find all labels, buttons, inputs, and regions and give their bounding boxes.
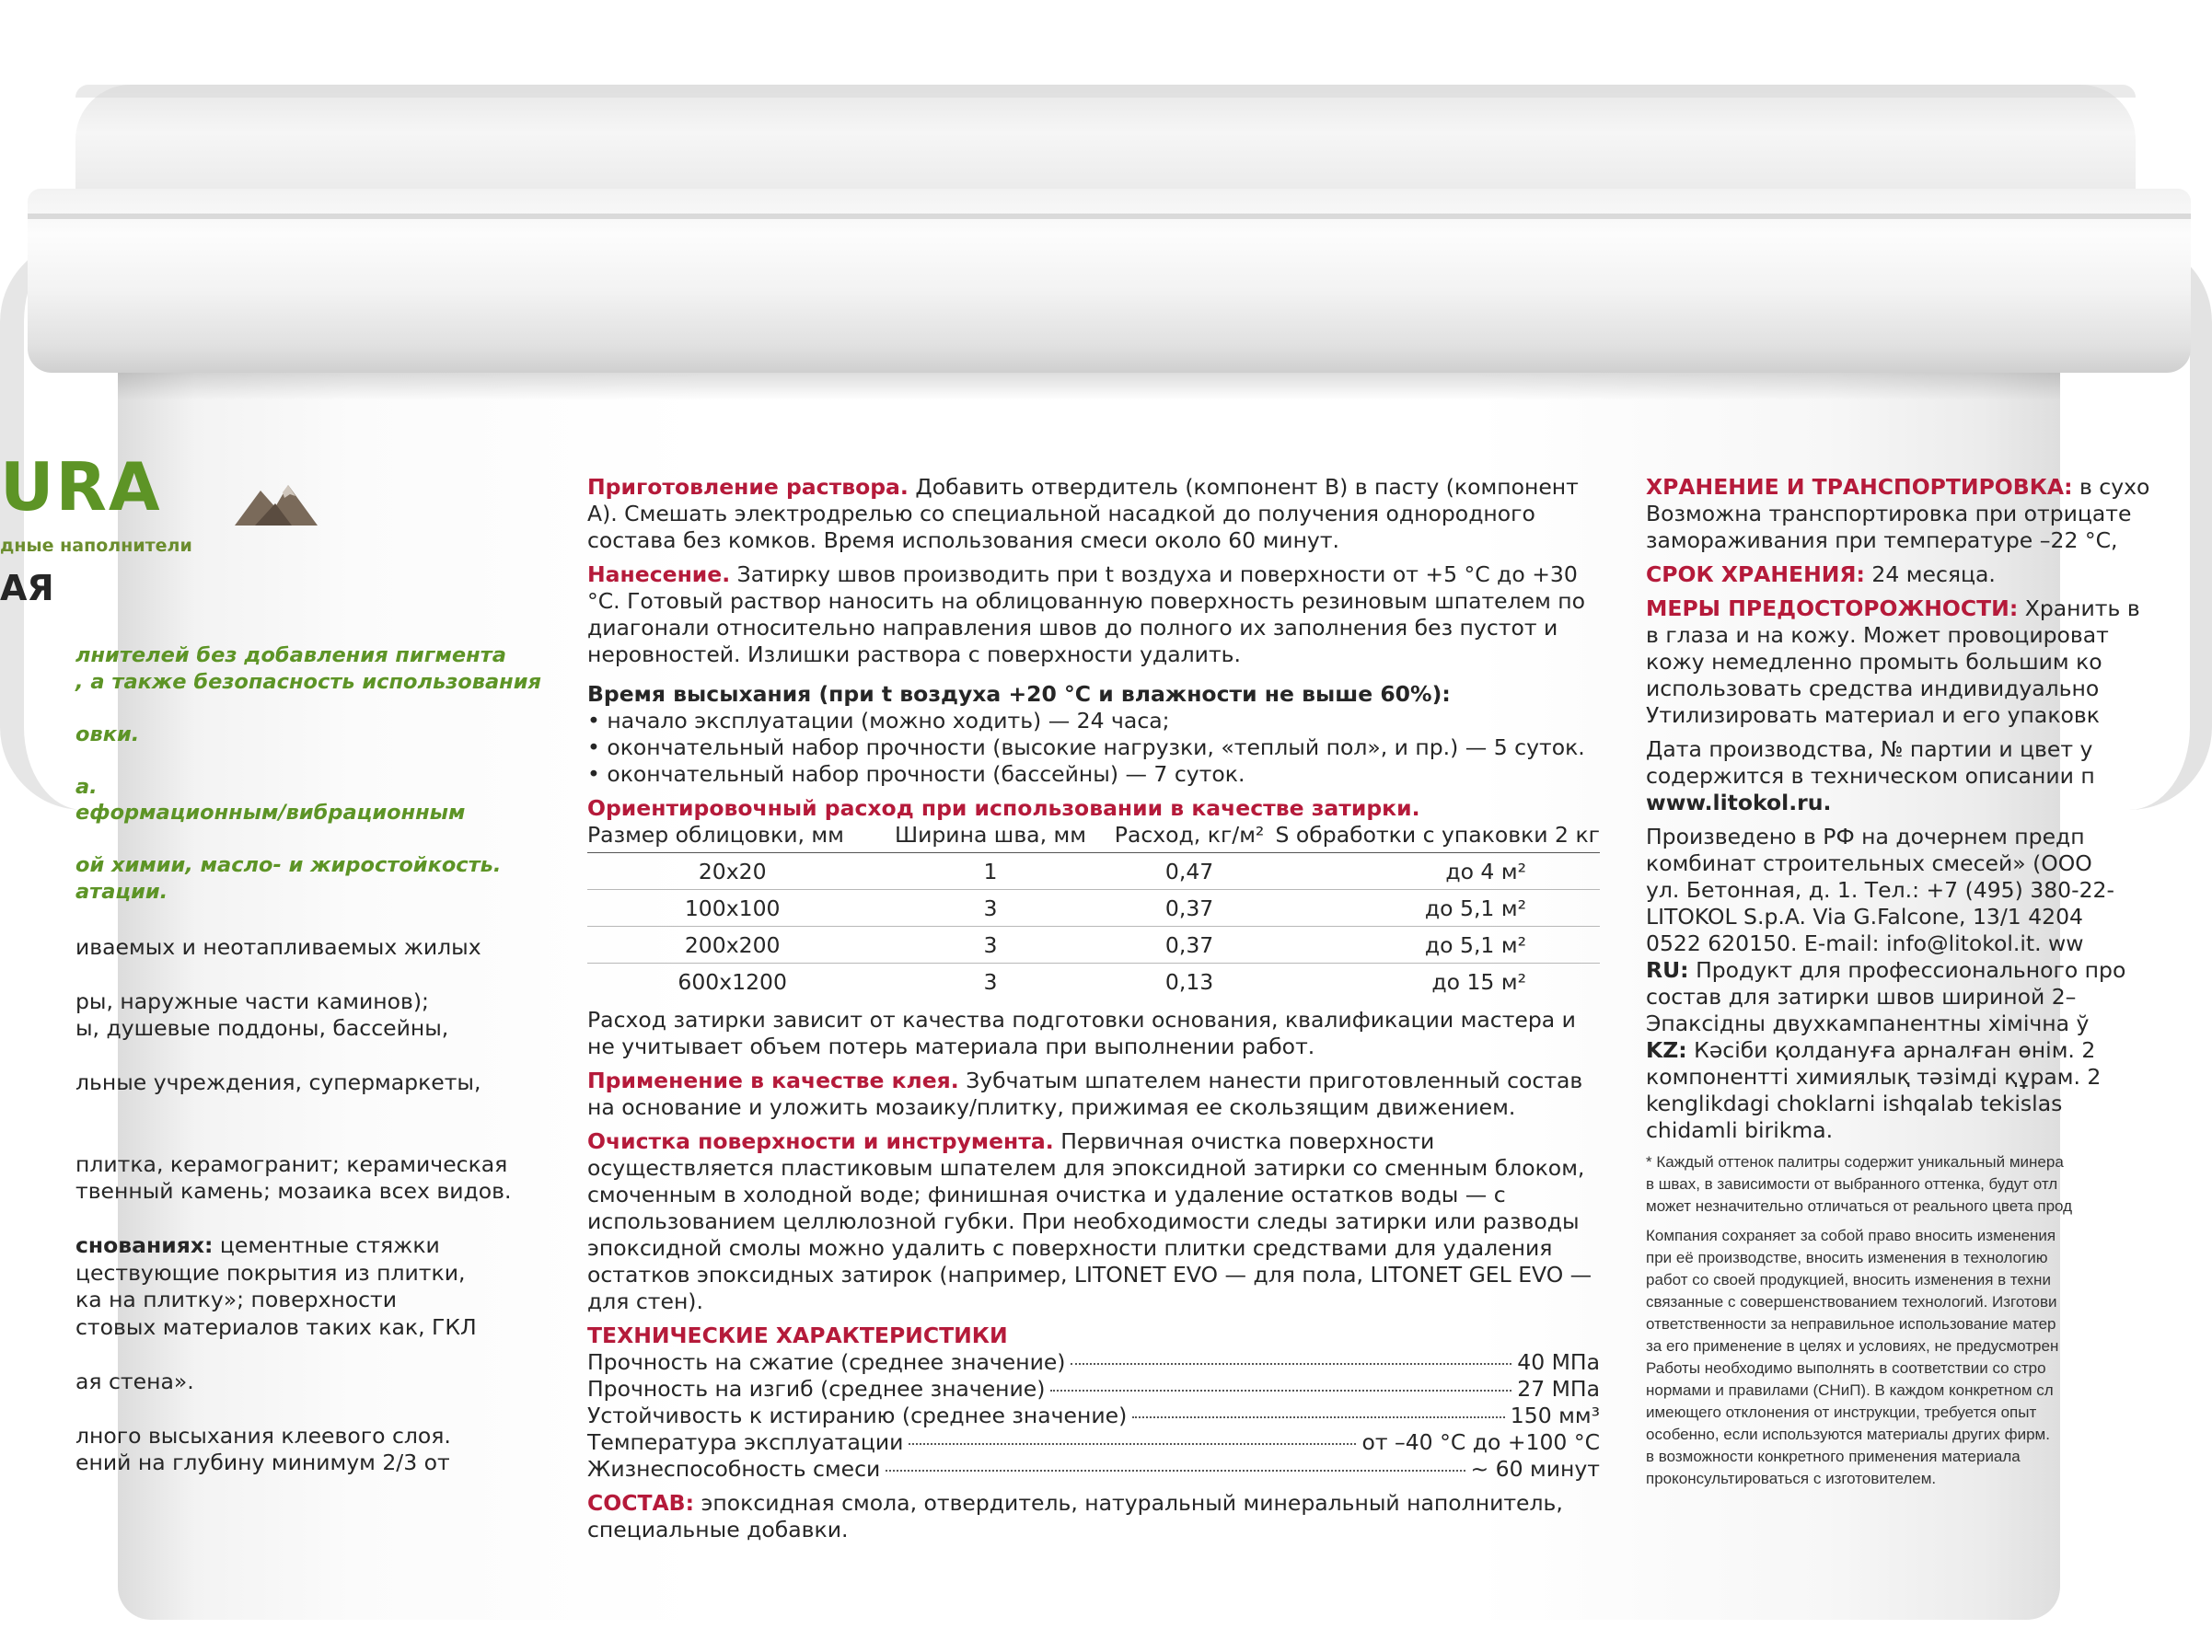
disclaimer-line: имеющего отклонения от инструкции, требуется опыт [1646, 1404, 2037, 1421]
usage-list [75, 907, 511, 1477]
leader-dots [1050, 1390, 1511, 1392]
safety-text: в глаза и на кожу. Может провоцироват [1646, 622, 2109, 648]
table-cell: 100х100 [587, 890, 877, 927]
table-cell: 3 [877, 890, 1103, 927]
leader-dots [909, 1443, 1356, 1445]
leader-dots [1071, 1363, 1511, 1365]
usage-line [75, 1341, 511, 1369]
kz-line [1646, 1037, 2096, 1064]
disclaimer-line: работ со своей продукцией, вносить изменения в техни [1646, 1271, 2051, 1288]
spec-row [587, 1349, 1600, 1376]
disclaimer-line: за его применение в целях и условиях, не предусмотрен [1646, 1337, 2059, 1355]
mixing-heading: Приготовление раствора. [587, 474, 909, 500]
kz-text: chidamli birikma. [1646, 1117, 1834, 1143]
table-cell: до 5,1 м² [1276, 890, 1600, 927]
spec-row [587, 1429, 1600, 1456]
label-left-column [0, 448, 552, 1514]
website-link: www.litokol.ru. [1646, 790, 1832, 815]
table-cell: 20х20 [587, 853, 877, 890]
ru-text: Эпаксiдны двухкампанентны хiмiчна ў [1646, 1011, 2090, 1036]
label-right-column [1646, 474, 2150, 1514]
table-header-row [587, 822, 1600, 853]
usage-line-bold: снованиях: [75, 1232, 214, 1258]
safety-line [1646, 595, 2140, 622]
spec-value: 150 мм³ [1510, 1403, 1600, 1428]
disclaimer [1646, 1225, 2088, 1490]
footnote-line: * Каждый оттенок палитры содержит уникальный минера [1646, 1153, 2064, 1171]
table-cell: 0,13 [1164, 969, 1214, 995]
disclaimer-line: ответственности за неправильное использование матер [1646, 1315, 2056, 1333]
usage-line [75, 1395, 511, 1423]
table-cell: 0,47 [1104, 853, 1276, 890]
label-middle-column [587, 474, 1604, 1543]
kz-text: kenglikdagi choklarni ishqalab tekislas [1646, 1091, 2063, 1116]
kz-text: компонентті химиялық тәзімді құрам. 2 [1646, 1064, 2102, 1090]
consumption-heading: Ориентировочный расход при использовании в качестве затирки. [587, 795, 1420, 821]
spec-value: 40 МПа [1517, 1349, 1600, 1375]
ru-line [1646, 957, 2126, 984]
kz-text: Кәсіби қолдануға арналған өнім. 2 [1694, 1037, 2096, 1063]
drying-item: • начало эксплуатации (можно ходить) — 24 часа; [587, 708, 1170, 734]
spec-row [587, 1403, 1600, 1429]
specs-list [587, 1349, 1604, 1483]
table-cell: до 15 м² [1431, 969, 1526, 995]
lid-top-edge [75, 85, 2136, 98]
consumption-table [587, 822, 1600, 999]
storage-text: замораживания при температуре –22 °С, [1646, 527, 2118, 553]
producer-line: комбинат строительных смесей» (ООО [1646, 850, 2092, 876]
table-header: Расход, кг/м² [1104, 822, 1276, 853]
footnote-line: может незначительно отличаться от реального цвета прод [1646, 1197, 2073, 1215]
lid-rim-groove [28, 214, 2191, 219]
table-cell: 600х1200 [677, 969, 787, 995]
usage-line-text: цементные стяжки [213, 1232, 440, 1258]
feature-line: лнителей без добавления пигмента [75, 643, 506, 667]
adhesive-text: Зубчатым шпателем нанести приготовленный состав на основание и уложить мозаику/плитку, прижимая ее скользящим движением. [587, 1068, 1583, 1120]
ru-text: Продукт для профессионального про [1696, 957, 2126, 983]
table-cell: 3 [983, 969, 998, 995]
adhesive-paragraph [587, 1068, 1604, 1121]
composition-paragraph [587, 1490, 1604, 1543]
table-cell: 1 [877, 853, 1103, 890]
product-title: АЯ [0, 568, 54, 608]
feature-line [75, 747, 541, 774]
storage-text: в сухо [2079, 474, 2150, 500]
feature-line: , а также безопасность использования [75, 669, 541, 694]
safety-heading: МЕРЫ ПРЕДОСТОРОЖНОСТИ: [1646, 595, 2019, 621]
usage-line: лного высыхания клеевого слоя. [75, 1422, 451, 1449]
table-row [587, 927, 1600, 964]
mixing-paragraph [587, 474, 1604, 554]
drying-item: • окончательный набор прочности (бассейны) — 7 суток. [587, 761, 1245, 787]
table-cell: до 4 м² [1276, 853, 1600, 890]
spec-value: 27 МПа [1517, 1376, 1600, 1402]
table-header: S обработки с упаковки 2 кг [1276, 822, 1600, 853]
cleaning-paragraph [587, 1128, 1604, 1315]
disclaimer-line: Работы необходимо выполнять в соответствии со стро [1646, 1359, 2046, 1377]
safety-text: Утилизировать материал и его упаковк [1646, 702, 2100, 728]
leader-dots [886, 1470, 1465, 1472]
drying-heading: Время высыхания (при t воздуха +20 °С и влажности не выше 60%): [587, 681, 1451, 707]
storage-text: Возможна транспортировка при отрицате [1646, 501, 2132, 526]
usage-line [75, 907, 511, 934]
usage-line: ы, душевые поддоны, бассейны, [75, 1015, 449, 1041]
composition-text: эпоксидная смола, отвердитель, натуральный минеральный наполнитель, специальные добавки. [587, 1490, 1563, 1542]
usage-line: цествующие покрытия из плитки, [75, 1259, 466, 1286]
leader-dots [1132, 1416, 1505, 1418]
spec-row [587, 1376, 1600, 1403]
usage-line: иваемых и неотапливаемых жилых [75, 933, 481, 960]
usage-line [75, 1097, 511, 1125]
feature-line [75, 695, 541, 722]
feature-line [75, 826, 541, 853]
usage-line [75, 1043, 511, 1070]
safety-text: Хранить в [2024, 595, 2140, 621]
spec-row [587, 1456, 1600, 1483]
feature-line: а. [75, 774, 98, 799]
application-heading: Нанесение. [587, 561, 731, 587]
disclaimer-line: при её производстве, вносить изменения в технологию [1646, 1249, 2048, 1266]
table-header: Ширина шва, мм [877, 822, 1103, 853]
composition-heading: СОСТАВ: [587, 1490, 694, 1516]
drying-item: • окончательный набор прочности (высокие нагрузки, «теплый пол», и пр.) — 5 суток. [587, 734, 1585, 760]
disclaimer-line: нормами и правилами (СНиП). В каждом конкретном сл [1646, 1381, 2054, 1399]
feature-line: атации. [75, 879, 168, 904]
application-paragraph [587, 561, 1604, 668]
usage-line: ры, наружные части каминов); [75, 988, 429, 1014]
usage-line [75, 1206, 511, 1233]
table-cell: 0,37 [1104, 927, 1276, 964]
usage-line: ений на глубину минимум 2/3 от [75, 1450, 450, 1475]
table-row [587, 853, 1600, 890]
date-text: содержится в техническом описании п [1646, 763, 2095, 789]
usage-line: стовых материалов таких как, ГКЛ [75, 1313, 477, 1340]
application-text: Затирку швов производить при t воздуха и поверхности от +5 °С до +30 °С. Готовый раствор наносить на облицованную поверхность резиновым шпателем по диагонали относительно направления швов до полного их заполнения без пустот и неровностей. Излишки раствора с поверхности удалить. [587, 561, 1586, 667]
storage-line [1646, 474, 2150, 501]
features-list [75, 642, 541, 905]
usage-line [75, 1232, 511, 1260]
table-header: Размер облицовки, мм [587, 822, 877, 853]
table-cell: 3 [877, 927, 1103, 964]
producer-line: 0522 620150. E-mail: info@litokol.it. ww [1646, 930, 2084, 956]
footnote-line: в швах, в зависимости от выбранного оттенка, будут отл [1646, 1175, 2058, 1193]
disclaimer-line: в возможности конкретного применения материала [1646, 1448, 2021, 1465]
spec-label: Прочность на изгиб (среднее значение) [587, 1376, 1046, 1402]
table-cell: 200х200 [587, 927, 877, 964]
brand-subtitle: дные наполнители [0, 536, 192, 556]
table-cell: 0,37 [1104, 890, 1276, 927]
cleaning-text: Первичная очистка поверхности осуществляется пластиковым шпателем для эпоксидной затирки со сменным блоком, смоченным в холодной воде; финишная очистка и удаление остатков воды — с использованием целлюлозной губки. При необходимости следы затирки или разводы эпоксидной смолы можно удалить с поверхности плитки средствами для удаления остатков эпоксидных затирок (например, LITONET EVO — для пола, LITONET GEL EVO — для стен). [587, 1128, 1592, 1314]
usage-line: ая стена». [75, 1368, 194, 1394]
feature-line: ой химии, масло- и жиростойкость. [75, 853, 502, 877]
producer-info [1646, 824, 2114, 957]
feature-line: овки. [75, 722, 140, 746]
ru-label: RU: [1646, 957, 1689, 983]
brand-wordmark: URA [0, 448, 162, 526]
disclaimer-line: особенно, если используются материалы других фирм. [1646, 1426, 2050, 1443]
shelf-life-heading: СРОК ХРАНЕНИЯ: [1646, 561, 1865, 587]
cleaning-heading: Очистка поверхности и инструмента. [587, 1128, 1054, 1154]
specs-heading: ТЕХНИЧЕСКИЕ ХАРАКТЕРИСТИКИ [587, 1323, 1008, 1348]
storage-heading: ХРАНЕНИЕ И ТРАНСПОРТИРОВКА: [1646, 474, 2073, 500]
mountain-icon [235, 479, 318, 526]
usage-line: плитка, керамогранит; керамическая [75, 1150, 508, 1177]
spec-value: от –40 °С до +100 °С [1361, 1429, 1600, 1455]
feature-line: еформационным/вибрационным [75, 801, 466, 825]
producer-line: Произведено в РФ на дочернем предп [1646, 824, 2085, 849]
safety-text: кожу немедленно промыть большим ко [1646, 649, 2102, 675]
ru-text: состав для затирки швов шириной 2– [1646, 984, 2077, 1010]
footnote [1646, 1151, 2088, 1218]
disclaimer-line: Компания сохраняет за собой право вносить изменения [1646, 1227, 2056, 1244]
consumption-note: Расход затирки зависит от качества подготовки основания, квалификации мастера и не учитывает объем потерь материала при выполнении работ. [587, 1007, 1576, 1059]
disclaimer-line: связанные с совершенствованием технологий. Изготови [1646, 1293, 2057, 1311]
adhesive-heading: Применение в качестве клея. [587, 1068, 959, 1093]
spec-value: ~ 60 минут [1470, 1456, 1600, 1482]
date-text: Дата производства, № партии и цвет у [1646, 736, 2093, 762]
usage-line [75, 1124, 511, 1151]
usage-line: ка на плитку»; поверхности [75, 1287, 398, 1312]
kz-label: KZ: [1646, 1037, 1687, 1063]
table-row [587, 890, 1600, 927]
table-row [587, 964, 1600, 1000]
usage-line: твенный камень; мозаика всех видов. [75, 1178, 512, 1204]
safety-text: использовать средства индивидуально [1646, 676, 2100, 701]
spec-label: Температура эксплуатации [587, 1429, 904, 1455]
spec-label: Жизнеспособность смеси [587, 1456, 881, 1482]
spec-label: Устойчивость к истиранию (среднее значение) [587, 1403, 1128, 1428]
shelf-life-value: 24 месяца. [1871, 561, 1996, 587]
usage-line [75, 961, 511, 988]
disclaimer-line: проконсультироваться с изготовителем. [1646, 1470, 1937, 1487]
mixing-text: Добавить отвердитель (компонент В) в пасту (компонент А). Смешать электродрелью со специальной насадкой до получения однородного состава без комков. Время использования смеси около 60 минут. [587, 474, 1579, 553]
shelf-life-line [1646, 561, 2088, 588]
table-cell: до 5,1 м² [1276, 927, 1600, 964]
producer-line: LITOKOL S.p.A. Via G.Falcone, 13/1 4204 [1646, 904, 2084, 930]
spec-label: Прочность на сжатие (среднее значение) [587, 1349, 1066, 1375]
producer-line: ул. Бетонная, д. 1. Тел.: +7 (495) 380-22- [1646, 877, 2114, 903]
usage-line: льные учреждения, супермаркеты, [75, 1069, 481, 1095]
